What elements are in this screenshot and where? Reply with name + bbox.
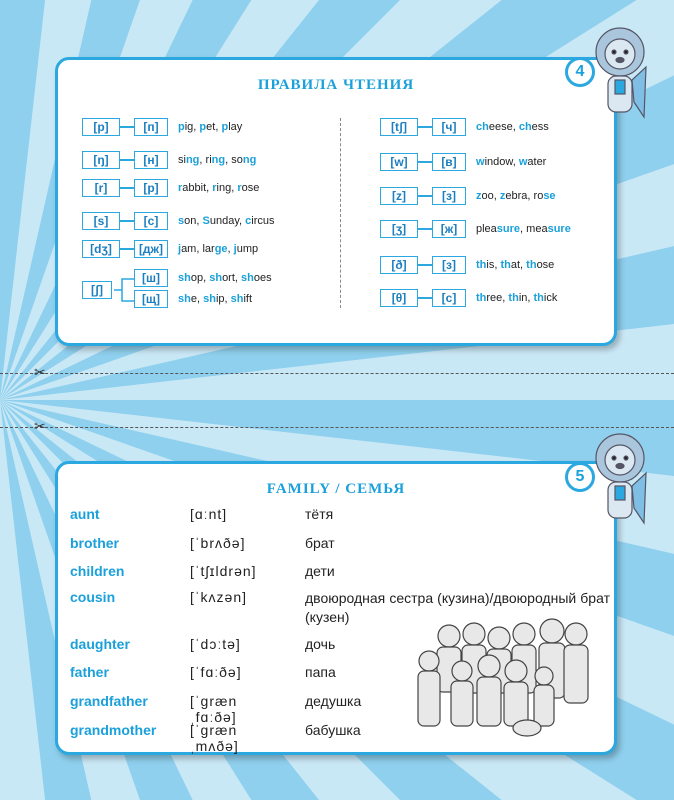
example-word: son <box>178 215 197 227</box>
reading-rule-row <box>82 118 242 136</box>
example-word: shop <box>178 272 204 284</box>
example-word: that <box>500 259 521 271</box>
vocab-transcription: [ɑːnt] <box>190 506 228 522</box>
example-words: this, that, those <box>476 259 555 271</box>
vocab-russian-translation: папа <box>305 664 336 680</box>
example-word: play <box>221 121 243 133</box>
vocab-russian-translation: дедушка <box>305 693 362 709</box>
example-word: thick <box>533 292 558 304</box>
lion-mascot <box>588 22 650 122</box>
russian-sound-box: [ж] <box>432 220 466 238</box>
example-words: shop, short, shoes <box>178 272 272 284</box>
example-word: pleasure <box>476 223 521 235</box>
example-word: pig <box>178 121 194 133</box>
example-words: rabbit, ring, rose <box>178 182 260 194</box>
vocab-english-word: cousin <box>70 589 116 605</box>
example-word: short <box>209 272 235 284</box>
ipa-sound-box: [p] <box>82 118 120 136</box>
example-word: three <box>476 292 503 304</box>
russian-sound-box: [с] <box>134 212 168 230</box>
example-word: chess <box>518 121 549 133</box>
connector-line <box>120 220 134 222</box>
lion-mascot <box>588 428 650 528</box>
russian-sound-box: [п] <box>134 118 168 136</box>
vocab-english-word: grandfather <box>70 693 148 709</box>
reading-rule-row <box>380 256 554 274</box>
example-words: window, water <box>476 156 547 168</box>
ipa-sound-box: [w] <box>380 153 418 171</box>
vocab-english-word: brother <box>70 535 119 551</box>
russian-sound-box: [з] <box>432 256 466 274</box>
reading-rule-row <box>82 240 258 258</box>
vocab-russian-translation: двоюродная сестра (кузина)/двоюродный брат (кузен) <box>305 590 610 625</box>
example-words: pleasure, measure <box>476 223 571 235</box>
connector-line <box>418 297 432 299</box>
vocab-english-word: daughter <box>70 636 130 652</box>
reading-rule-row <box>380 153 546 171</box>
vocab-transcription: [ˈtʃɪldrən] <box>190 563 257 579</box>
ipa-sound-box: [ŋ] <box>82 151 120 169</box>
connector-line <box>120 187 134 189</box>
vocab-russian-translation: дети <box>305 563 335 579</box>
vocab-transcription: [ˈfɑːðə] <box>190 664 242 680</box>
cut-line-bottom <box>0 427 674 428</box>
reading-rule-row <box>380 289 557 307</box>
example-words: sing, ring, song <box>178 154 257 166</box>
vocab-transcription: [ˈɡrænˌfɑːðə] <box>190 693 238 725</box>
example-word: she <box>178 293 197 305</box>
example-word: thin <box>508 292 528 304</box>
example-word: rose <box>533 190 556 202</box>
example-words: son, Sunday, circus <box>178 215 275 227</box>
branch-connector <box>114 275 134 305</box>
cut-line-top <box>0 373 674 374</box>
vocab-english-word: father <box>70 664 109 680</box>
russian-sound-box: [з] <box>432 187 466 205</box>
connector-line <box>120 126 134 128</box>
card-title: ПРАВИЛА ЧТЕНИЯ <box>257 77 415 93</box>
example-word: pet <box>199 121 216 133</box>
example-word: jump <box>233 243 259 255</box>
russian-sound-box: [щ] <box>134 290 168 308</box>
example-words: she, ship, shift <box>178 293 253 305</box>
russian-sound-box: [дж] <box>134 240 168 258</box>
russian-sound-box: [р] <box>134 179 168 197</box>
reading-rule-row <box>380 220 571 238</box>
ipa-sound-box: [θ] <box>380 289 418 307</box>
card-number-badge: 4 <box>565 57 595 87</box>
example-word: shoes <box>241 272 272 284</box>
ipa-sound-box: [ʒ] <box>380 220 418 238</box>
example-word: those <box>526 259 555 271</box>
example-word: shift <box>230 293 253 305</box>
vocab-russian-translation: брат <box>305 535 335 551</box>
example-word: window <box>476 156 513 168</box>
example-word: zebra <box>499 190 528 202</box>
ipa-sound-box: [z] <box>380 187 418 205</box>
vocab-english-word: grandmother <box>70 722 157 738</box>
vocab-transcription: [ˈdɔːtə] <box>190 636 241 652</box>
family-vocabulary-card <box>55 461 617 755</box>
example-words: jam, large, jump <box>178 243 259 255</box>
reading-rule-variant <box>134 269 272 287</box>
connector-line <box>418 126 432 128</box>
example-words: cheese, chess <box>476 121 549 133</box>
ipa-sound-box: [tʃ] <box>380 118 418 136</box>
example-word: jam <box>178 243 197 255</box>
vocab-russian-translation: дочь <box>305 636 336 652</box>
vocab-english-word: aunt <box>70 506 100 522</box>
example-words: three, thin, thick <box>476 292 558 304</box>
example-word: this <box>476 259 495 271</box>
vocab-transcription: [ˈbrʌðə] <box>190 535 246 551</box>
family-illustration <box>404 616 594 741</box>
ipa-sound-box: [ð] <box>380 256 418 274</box>
example-word: ring <box>212 182 232 194</box>
vocab-transcription: [ˈkʌzən] <box>190 589 248 605</box>
reading-rule-row <box>380 187 556 205</box>
vocab-transcription: [ˈɡrænˌmʌðə] <box>190 722 239 754</box>
example-word: zoo <box>476 190 494 202</box>
reading-rule-row <box>82 151 256 169</box>
russian-sound-box: [н] <box>134 151 168 169</box>
vocab-russian-translation: бабушка <box>305 722 361 738</box>
reading-rules-card <box>55 57 617 346</box>
russian-sound-box: [с] <box>432 289 466 307</box>
example-word: water <box>518 156 547 168</box>
scissors-icon: ✂ <box>34 364 46 380</box>
example-word: ring <box>205 154 226 166</box>
example-words: pig, pet, play <box>178 121 243 133</box>
column-divider <box>340 118 341 308</box>
connector-line <box>418 228 432 230</box>
card-title: FAMILY / СЕМЬЯ <box>266 481 406 497</box>
example-word: circus <box>245 215 275 227</box>
reading-rule-row <box>380 118 549 136</box>
vocab-russian-translation: тётя <box>305 506 334 522</box>
example-word: rabbit <box>178 182 207 194</box>
connector-line <box>418 264 432 266</box>
reading-rule-row <box>82 179 259 197</box>
russian-sound-box: [в] <box>432 153 466 171</box>
ipa-sound-box: [s] <box>82 212 120 230</box>
reading-rule-row <box>82 212 274 230</box>
connector-line <box>120 248 134 250</box>
vocab-english-word: children <box>70 563 125 579</box>
example-word: Sunday <box>202 215 239 227</box>
ipa-sound-box: [dʒ] <box>82 240 120 258</box>
ipa-sound-box: [r] <box>82 179 120 197</box>
example-word: rose <box>237 182 260 194</box>
russian-sound-box: [ш] <box>134 269 168 287</box>
example-word: song <box>231 154 257 166</box>
example-word: large <box>202 243 228 255</box>
card-number-badge: 5 <box>565 462 595 492</box>
scissors-icon: ✂ <box>34 418 46 434</box>
russian-sound-box: [ч] <box>432 118 466 136</box>
connector-line <box>418 195 432 197</box>
connector-line <box>120 159 134 161</box>
connector-line <box>418 161 432 163</box>
example-word: sing <box>178 154 200 166</box>
example-word: ship <box>203 293 225 305</box>
example-word: measure <box>526 223 571 235</box>
reading-rule-variant <box>134 290 252 308</box>
ipa-sound-box: [ʃ] <box>82 281 112 299</box>
example-word: cheese <box>476 121 513 133</box>
example-words: zoo, zebra, rose <box>476 190 556 202</box>
